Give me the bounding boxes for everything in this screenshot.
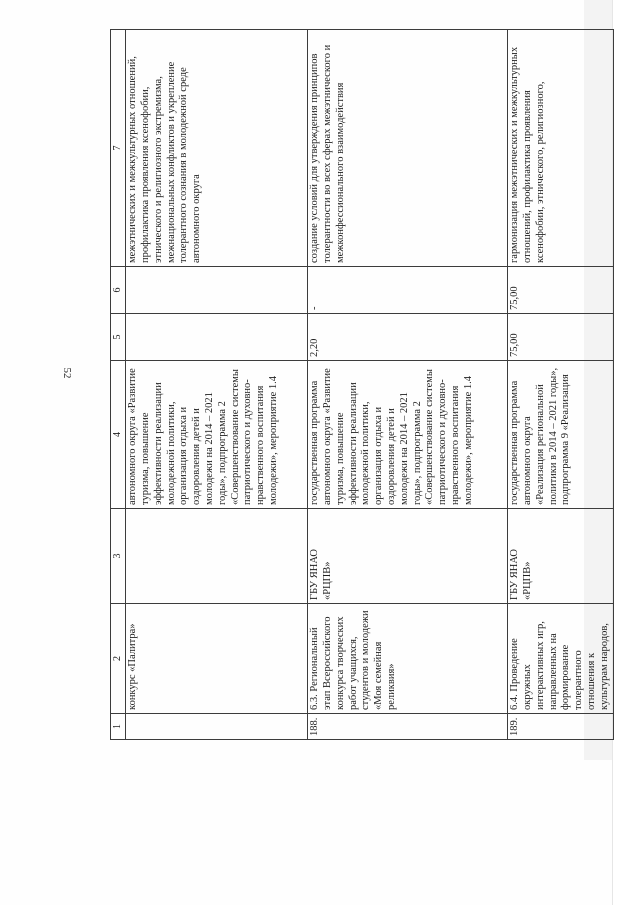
header-col-4: 4 (111, 361, 126, 509)
event-name: 6.4. Проведение окружных интерактивных игр, направленных на формирование толерантного отношения к культурам народов, (508, 604, 613, 714)
header-col-1: 1 (111, 714, 126, 740)
value-col-5: 2,20 (308, 314, 508, 361)
header-col-5: 5 (111, 314, 126, 361)
executor: ГБУ ЯНАО «РЦПВ» (508, 509, 613, 604)
event-name: 6.3. Региональный этап Всероссийского конкурса творческих работ учащихся, студентов и молодежи «Моя семейная реликвия» (308, 604, 508, 714)
value-col-6 (126, 267, 308, 314)
events-table (110, 29, 614, 740)
executor (126, 509, 308, 604)
header-col-3: 3 (111, 509, 126, 604)
executor: ГБУ ЯНАО «РЦПВ» (308, 509, 508, 604)
expected-result: межэтнических и межкультурных отношений, профилактика проявления ксенофобии, этнического и религиозного экстремизма, межнациональных конфликтов и укрепление толерантного сознания в молодежной среде автономного округа (126, 30, 308, 267)
program: государственная программа автономного округа «Развитие туризма, повышение эффективности реализации молодежной политики, организация отдыха и оздоровления детей и молодежи на 2014 – 2021 годы», подпрограмма 2 «Совершенствование системы патриотического и духовно-нравственного воспитания молодежи», мероприятие 1.4 (308, 361, 508, 509)
row-number: 189. (508, 714, 613, 740)
row-number: 188. (308, 714, 508, 740)
rotated-table-container (110, 30, 610, 740)
value-col-5 (126, 314, 308, 361)
row-number (126, 714, 308, 740)
header-col-7: 7 (111, 30, 126, 267)
expected-result: гармонизация межэтнических и межкультурных отношений, профилактика проявления ксенофобии, этнического, религиозного, (508, 30, 613, 267)
program: государственная программа автономного округа «Реализация региональной политики в 2014 – 2021 годы», подпрограмма 9 «Реализация (508, 361, 613, 509)
table-row (126, 30, 308, 740)
table-row (508, 30, 613, 740)
expected-result: создание условий для утверждения принципов толерантности во всех сферах межэтнического и межконфессионального взаимодействия (308, 30, 508, 267)
value-col-6: 75,00 (508, 267, 613, 314)
header-row (111, 30, 126, 740)
value-col-6: - (308, 267, 508, 314)
page-number: 52 (61, 367, 73, 379)
program: автономного округа «Развитие туризма, повышение эффективности реализации молодежной политики, организация отдыха и оздоровления детей и молодежи на 2014 – 2021 годы», подпрограмма 2 «Совершенствование системы патриотического и духовно-нравственного воспитания молодежи», мероприятие 1.4 (126, 361, 308, 509)
event-name: конкурс «Палитра» (126, 604, 308, 714)
header-col-2: 2 (111, 604, 126, 714)
table-row (308, 30, 508, 740)
value-col-5: 75,00 (508, 314, 613, 361)
header-col-6: 6 (111, 267, 126, 314)
